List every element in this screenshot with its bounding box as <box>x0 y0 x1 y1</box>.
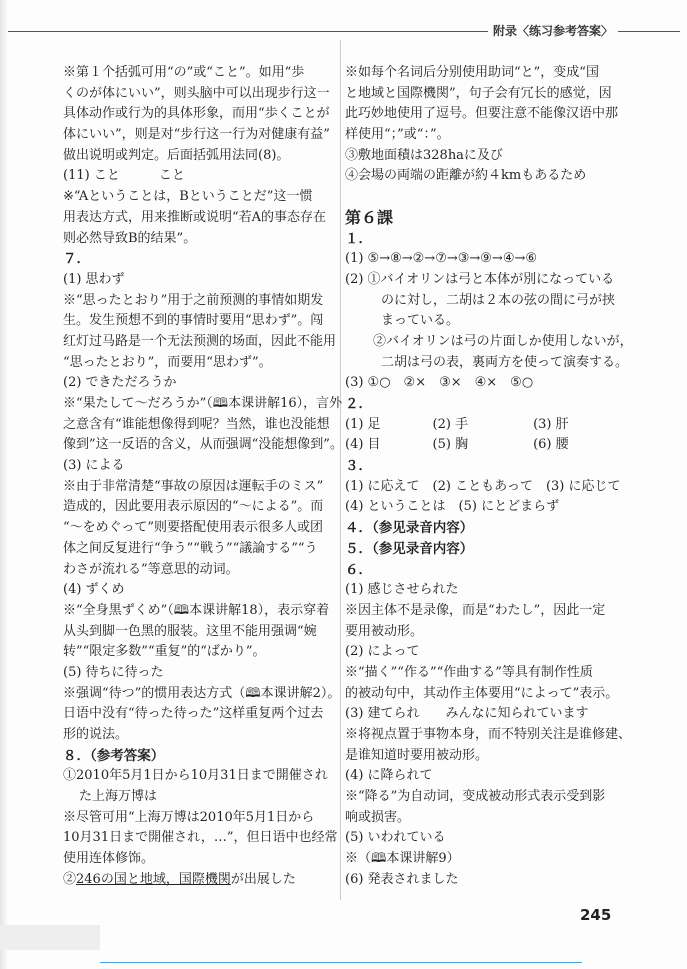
line-text: ６． <box>345 561 372 578</box>
text-line <box>63 208 338 229</box>
line-text: 样使用“；”或“：”。 <box>345 127 450 143</box>
exercise-heading <box>63 249 338 270</box>
text-line <box>345 497 610 518</box>
text-line <box>63 104 338 125</box>
line-text: ④会場の両端の距離が約４kmもあるため <box>345 168 587 184</box>
text-line <box>63 353 338 374</box>
text-line <box>63 828 338 849</box>
line-text: ③敷地面積は328haに及び <box>345 147 503 163</box>
text-line <box>345 311 610 332</box>
line-text: (1) ⑤→⑧→②→⑦→③→⑨→④→⑥ <box>345 251 538 267</box>
text-line <box>63 766 338 787</box>
line-text: ５．（参见录音内容） <box>345 540 474 557</box>
line-text: ①2010年5月1日から10月31日まで開催され <box>63 768 328 784</box>
line-text: 红灯过马路是一个无法预测的场面，因此不能用 <box>63 333 337 349</box>
text-line <box>63 415 338 436</box>
text-line <box>63 84 338 105</box>
text-line <box>63 229 338 250</box>
text-line <box>345 642 610 663</box>
line-text: 第６課 <box>345 207 394 227</box>
text-line <box>63 311 338 332</box>
line-text: (4) に降られて <box>345 768 433 784</box>
line-text: 的被动句中，其动作主体要用“によって”表示。 <box>345 685 619 701</box>
lesson-heading <box>345 208 610 229</box>
exercise-heading <box>63 746 338 767</box>
line-text: ３． <box>345 458 372 475</box>
line-text: 二胡は弓の表，裏両方を使って演奏する。 <box>381 354 629 370</box>
page-number: 245 <box>580 906 612 924</box>
line-text: た上海万博は <box>79 789 158 805</box>
line-text: 响或损害。 <box>345 809 411 825</box>
line-text: (11) こと こと <box>63 168 185 184</box>
text-line <box>345 787 610 808</box>
line-text: (2) ①バイオリンは弓と本体が別になっている <box>345 271 615 287</box>
line-text: ２． <box>345 396 372 412</box>
line-text: と地域と国際機関”，句子会有冗长的感觉，因 <box>345 85 612 101</box>
underlined-text: 246の国と地域，国際機関 <box>76 871 231 887</box>
text-line <box>63 787 338 808</box>
text-line <box>63 663 338 684</box>
text-line <box>345 435 610 456</box>
line-text: 体之间反复进行“争う”“戦う”“議論する”“う <box>63 540 318 556</box>
line-text: (3) 建てられ みんなに知られています <box>345 706 589 722</box>
line-text: 像到”这一反语的含义，从而强调“没能想像到”。 <box>63 437 343 453</box>
text-line <box>63 435 343 456</box>
line-text: ※将视点置于事物本身，而不特别关注是谁修建、 <box>345 727 632 742</box>
text-line <box>345 808 610 829</box>
text-line <box>63 704 338 725</box>
text-line <box>63 870 338 891</box>
line-text: 此巧妙地使用了逗号。但要注意不能像汉语中那 <box>345 106 619 122</box>
line-text: ※如每个名词后分别使用助词“と”，变成“国 <box>345 65 599 80</box>
text-line <box>63 497 338 518</box>
exercise-heading <box>345 518 610 539</box>
line-text: 要用被动形。 <box>345 623 424 639</box>
right-column <box>345 63 633 891</box>
line-text: 做出说明或判定。后面括弧用法同(8)。 <box>63 147 290 163</box>
text-line <box>63 518 338 539</box>
text-line <box>63 808 338 829</box>
line-text: ※由于非常清楚“事故の原因は運転手のミス” <box>63 478 324 494</box>
text-line <box>345 766 610 787</box>
line-text: ②バイオリンは弓の片面しか使用しないが， <box>373 333 633 349</box>
column-divider <box>340 40 341 900</box>
line-text: ※“描く”“作る”“作曲する”等具有制作性质 <box>345 664 593 680</box>
line-text: ※“思ったとおり”用于之前预测的事情如期发 <box>63 292 324 308</box>
line-text: ※“降る”为自动词，变成被动形式表示受到影 <box>345 789 606 805</box>
text-line <box>63 270 338 291</box>
line-text: 日语中没有“待った待った”这样重复两个过去 <box>63 706 324 722</box>
text-line <box>345 249 610 270</box>
line-text: 用表达方式，用来推断或说明“若A的事态存在 <box>63 209 327 225</box>
line-text: が出展した <box>230 871 296 887</box>
line-text: (1) に応えて (2) こともあって (3) に応じて <box>345 478 621 494</box>
line-text: ※“全身黒ずくめ”（🕮本课讲解18），表示穿着 <box>63 602 330 618</box>
text-line <box>345 187 610 208</box>
text-line <box>345 704 610 725</box>
text-line <box>63 622 338 643</box>
text-line <box>345 684 619 705</box>
line-text: (4) ということは (5) にとどまらず <box>345 499 560 515</box>
exercise-heading <box>345 456 610 477</box>
line-text: 则必然导致B的结果”。 <box>63 230 197 246</box>
text-line <box>63 187 338 208</box>
line-text: ８．（参考答案） <box>63 747 165 764</box>
text-line <box>345 166 610 187</box>
text-line <box>345 146 610 167</box>
text-line <box>345 63 610 84</box>
line-text: (1) 思わず <box>63 271 125 287</box>
text-line <box>345 622 610 643</box>
text-line <box>63 125 338 146</box>
line-text: ※（🕮本课讲解9） <box>345 851 460 867</box>
line-text: (5) 待ちに待った <box>63 664 164 680</box>
text-line <box>63 560 338 581</box>
text-line <box>345 270 615 291</box>
line-text: (2) によって <box>345 644 420 660</box>
text-line <box>345 663 610 684</box>
text-line <box>63 291 338 312</box>
line-text: (1) 感じさせられた <box>345 582 459 598</box>
left-column <box>63 63 343 891</box>
text-line <box>63 725 338 746</box>
text-line <box>63 332 338 353</box>
text-line <box>63 539 338 560</box>
line-text: わさが流れる”等意思的动词。 <box>63 561 239 577</box>
line-text: まっている。 <box>381 313 460 329</box>
line-text: ② <box>63 871 77 887</box>
line-text: 转”“限定多数”“重复”的“ばかり”。 <box>63 644 266 660</box>
line-text: (5) いわれている <box>345 830 446 846</box>
line-text: 生。发生预想不到的事情时要用“思わず”。闯 <box>63 313 324 329</box>
line-text: ※强调“待つ”的惯用表达方式（🕮本课讲解2）。 <box>63 685 341 701</box>
exercise-heading <box>345 560 610 581</box>
line-text: 从头到脚一色黑的服装。这里不能用强调“婉 <box>63 623 317 639</box>
line-text: 造成的，因此要用表示原因的“～による”。而 <box>63 499 324 515</box>
line-text: １． <box>345 230 372 247</box>
line-text: ※尽管可用“上海万博は2010年5月1日から <box>63 809 315 825</box>
exercise-heading <box>345 229 610 250</box>
text-line <box>345 104 619 125</box>
line-text: ※“Aということは，Bということだ”这一惯 <box>63 189 313 205</box>
line-text: ※因主体不是录像，而是“わたし”，因此一定 <box>345 602 606 618</box>
text-line <box>63 601 338 622</box>
line-text: 形的说法。 <box>63 727 129 742</box>
line-text: ７． <box>63 251 90 268</box>
line-text: (3) による <box>63 458 125 474</box>
text-line <box>63 642 338 663</box>
text-line <box>345 828 610 849</box>
line-text: ※第１个括弧可用“の”或“こと”。如用“歩 <box>63 65 305 80</box>
scan-margin-artifact <box>0 925 100 950</box>
text-line <box>345 746 610 767</box>
exercise-heading <box>345 539 610 560</box>
text-line <box>345 601 610 622</box>
line-text: (6) 発表されました <box>345 871 459 887</box>
scan-edge-shadow <box>0 0 8 969</box>
text-line <box>63 166 338 187</box>
text-line <box>345 84 610 105</box>
text-line <box>345 477 621 498</box>
text-line <box>345 725 632 746</box>
line-text: (2) できただろうか <box>63 375 177 391</box>
text-line <box>345 291 616 312</box>
line-text: 具体动作或行为的具体形象，而用“歩くことが <box>63 106 330 122</box>
line-text: (1) 足 (2) 手 (3) 肝 <box>345 416 569 432</box>
text-line <box>345 870 610 891</box>
exercise-heading <box>345 394 610 415</box>
text-line <box>345 415 610 436</box>
line-text: ４．（参见录音内容） <box>345 520 474 537</box>
line-text: (4) ずくめ <box>63 582 125 598</box>
line-text: 使用连体修饰。 <box>63 851 155 867</box>
running-header: 附录〈练习参考答案〉 <box>488 22 618 39</box>
line-text: 10月31日まで開催され，…”，但日语中也经常 <box>63 830 338 846</box>
text-line <box>345 125 610 146</box>
line-text: 体にいい”，则是对“步行这一行为对健康有益” <box>63 127 330 143</box>
text-line <box>63 63 338 84</box>
line-text: 是谁知道时要用被动形。 <box>345 747 489 763</box>
text-line <box>345 353 629 374</box>
line-text: “～をめぐって”则要搭配使用表示很多人或团 <box>63 520 324 536</box>
text-line <box>345 849 610 870</box>
text-line <box>63 580 338 601</box>
line-text: のに対し，二胡は２本の弦の間に弓が挟 <box>381 292 616 308</box>
text-line <box>63 456 338 477</box>
text-line <box>63 373 338 394</box>
line-text: “思ったとおり”，而要用“思わず”。 <box>63 354 272 370</box>
text-line <box>63 849 338 870</box>
text-line <box>345 580 610 601</box>
text-line <box>345 373 610 394</box>
text-line <box>63 684 341 705</box>
line-text: 之意含有“谁能想像得到呢？当然，谁也没能想 <box>63 416 330 432</box>
bottom-rule <box>100 962 582 963</box>
line-text: (4) 目 (5) 胸 (6) 腰 <box>345 437 569 453</box>
line-text: くのが体にいい”，则头脑中可以出现步行这一 <box>63 85 330 101</box>
line-text: ※“果たして～だろうか”（🕮本课讲解16），言外 <box>63 396 343 411</box>
text-line <box>63 394 343 415</box>
text-line <box>63 477 338 498</box>
text-line <box>63 146 338 167</box>
text-line <box>345 332 633 353</box>
line-text: (3) ①○ ②× ③× ④× ⑤○ <box>345 375 534 391</box>
